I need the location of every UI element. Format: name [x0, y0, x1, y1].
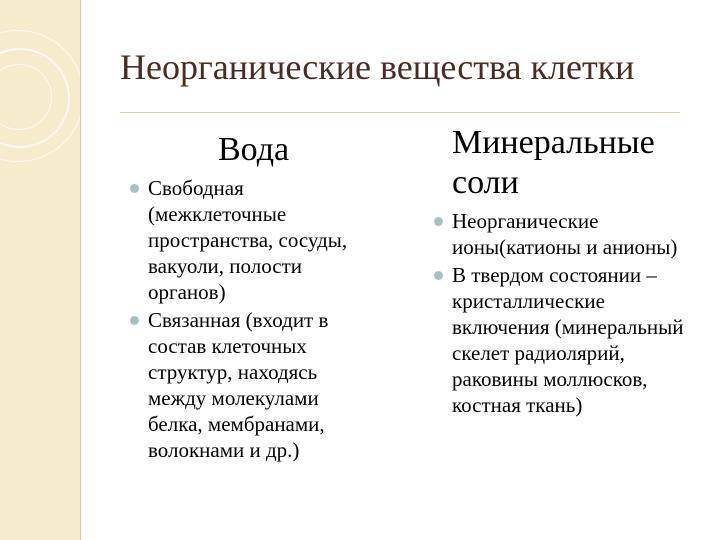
list-item	[130, 307, 370, 463]
slide-title: Неорганические вещества клетки	[120, 47, 635, 87]
list-item-text: Связанная (входит в состав клеточных структур, находясь между молекулами белка, мембранами, волокнами и др.)	[148, 308, 329, 462]
mineral-salts-heading: Минеральные соли	[452, 124, 655, 201]
decorative-side-bar	[0, 0, 81, 540]
list-item	[434, 208, 694, 260]
bullet-icon	[434, 217, 443, 226]
bullet-icon	[434, 271, 443, 280]
water-list	[130, 175, 370, 465]
bullet-icon	[130, 184, 139, 193]
mineral-salts-list	[434, 208, 694, 420]
water-heading: Вода	[218, 131, 290, 168]
title-divider	[120, 112, 680, 113]
list-item-text: В твердом состоянии – кристаллические включения (минеральный скелет радиолярий, раковины моллюсков, костная ткань)	[452, 263, 684, 417]
list-item	[130, 175, 370, 305]
bullet-icon	[130, 316, 139, 325]
list-item	[434, 262, 694, 418]
list-item-text: Неорганические ионы(катионы и анионы)	[452, 209, 678, 259]
list-item-text: Свободная (межклеточные пространства, сосуды, вакуоли, полости органов)	[148, 176, 348, 304]
